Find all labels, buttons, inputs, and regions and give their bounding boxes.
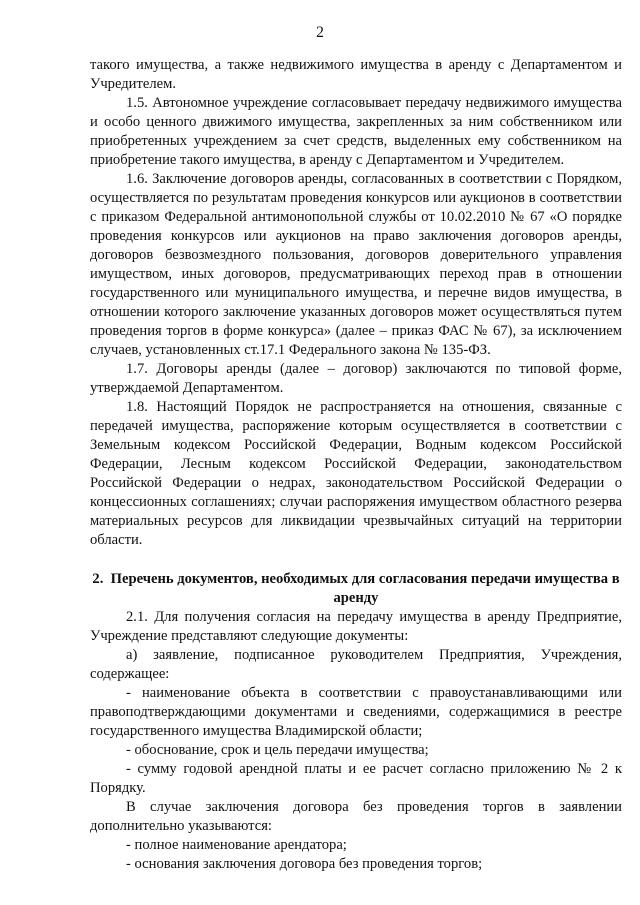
paragraph-2-1-a: а) заявление, подписанное руководителем Предприятия, Учреждения, содержащее: <box>90 647 622 682</box>
section-2-number: 2. <box>92 571 104 587</box>
paragraph-1-6: 1.6. Заключение договоров аренды, согласованных в соответствии с Порядком, осуществляется по результатам проведения конкурсов или аукционов в соответствии с приказом Федеральной антимонопольной службы от 10.02.2010 № 67 «О порядке проведения конкурсов или аукционов на право заключения договоров аренды, договоров безвозмездного пользования, договоров доверительного управления имуществом, иных договоров, предусматривающих переход прав в отношении государственного или муниципального имущества, и перечне видов имущества, в отношении которого заключение указанных договоров может осуществляться путем проведения торгов в форме конкурса» (далее – приказ ФАС № 67), за исключением случаев, установленных ст.17.1 Федерального закона № 135-ФЗ. <box>90 171 622 358</box>
paragraph-no-tender-case: В случае заключения договора без проведения торгов в заявлении дополнительно указываются: <box>90 799 622 834</box>
list-item-annual-rent: - сумму годовой арендной платы и ее расчет согласно приложению № 2 к Порядку. <box>90 761 622 796</box>
document-body <box>90 56 622 874</box>
paragraph-1-8: 1.8. Настоящий Порядок не распространяется на отношения, связанные с передачей имущества, распоряжение которым осуществляется в соответствии с Земельным кодексом Российской Федерации, Водным кодексом Российской Федерации, Лесным кодексом Российской Федерации, законодательством Российской Федерации о недрах, законодательством Российской Федерации о концессионных соглашениях; случаи распоряжения имуществом областного резерва материальных ресурсов для ликвидации чрезвычайных ситуаций на территории области. <box>90 399 622 548</box>
list-item-object-name: - наименование объекта в соответствии с правоустанавливающими или правоподтверждающими документами и сведениями, содержащимися в реестре государственного имущества Владимирской области; <box>90 685 622 739</box>
list-item-justification: - обоснование, срок и цель передачи имущества; <box>126 742 429 758</box>
paragraph-2-1: 2.1. Для получения согласия на передачу имущества в аренду Предприятие, Учреждение представляют следующие документы: <box>90 609 622 644</box>
paragraph-continuation: такого имущества, а также недвижимого имущества в аренду с Департаментом и Учредителем. <box>90 57 622 92</box>
section-2-heading <box>90 570 622 608</box>
section-2-title: Перечень документов, необходимых для согласования передачи имущества в аренду <box>110 571 620 606</box>
paragraph-1-7: 1.7. Договоры аренды (далее – договор) заключаются по типовой форме, утверждаемой Департаментом. <box>90 361 622 396</box>
page-number: 2 <box>316 24 324 41</box>
list-item-tenant-name: - полное наименование арендатора; <box>126 837 347 853</box>
paragraph-1-5: 1.5. Автономное учреждение согласовывает передачу недвижимого имущества и особо ценного движимого имущества, закрепленных за ним собственником или приобретенных учреждением за счет средств, выделенных ему собственником на приобретение такого имущества, в аренду с Департаментом и Учредителем. <box>90 95 622 168</box>
list-item-no-tender-grounds: - основания заключения договора без проведения торгов; <box>126 856 483 872</box>
